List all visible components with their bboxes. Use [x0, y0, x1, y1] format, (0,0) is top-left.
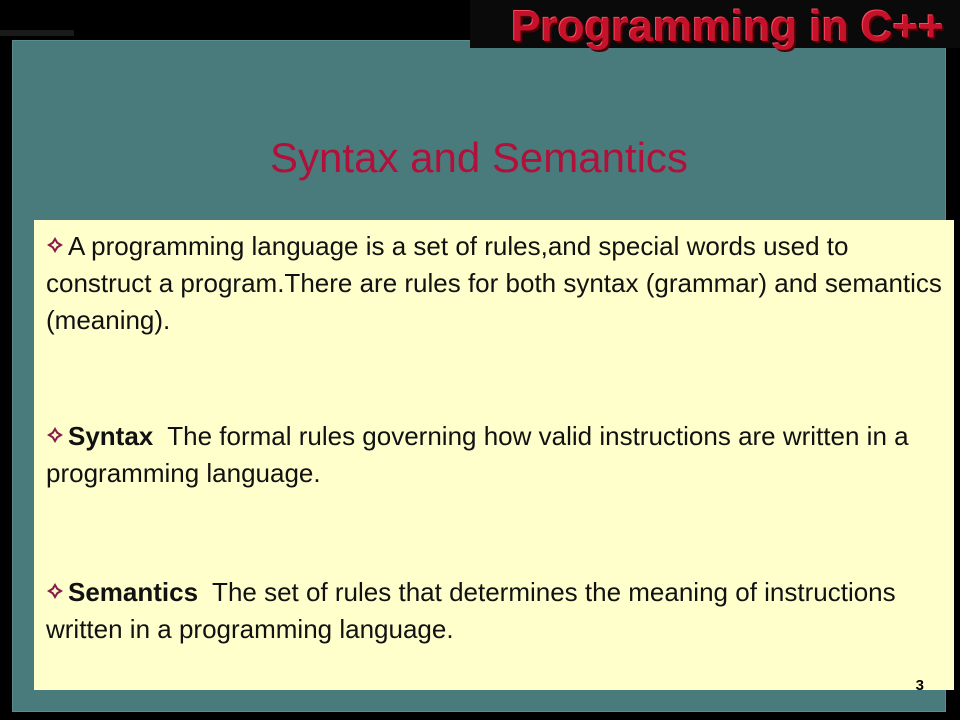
diamond-bullet-icon — [46, 236, 64, 254]
bullet-text: The set of rules that determines the meaning of instructions written in a programming language. — [46, 577, 903, 644]
bullet-list — [34, 220, 954, 690]
banner-title: Programming in C++ — [511, 2, 944, 51]
header-banner — [470, 0, 960, 51]
diamond-bullet-icon — [46, 582, 64, 600]
page-number: 3 — [915, 677, 924, 694]
bullet-text: A programming language is a set of rules,and special words used to construct a program.There are rules for both syntax (grammar) and semantics (meaning). — [46, 231, 942, 335]
edge-decoration — [0, 30, 74, 36]
diamond-bullet-icon — [46, 426, 64, 444]
bullet-item-semantics — [46, 574, 946, 648]
bullet-term: Syntax — [68, 421, 154, 451]
bullet-item-definition — [46, 228, 946, 339]
bullet-item-syntax — [46, 418, 946, 492]
bullet-term: Semantics — [68, 577, 199, 607]
slide-title: Syntax and Semantics — [270, 134, 688, 181]
bullet-text: The formal rules governing how valid instructions are written in a programming language. — [46, 421, 916, 488]
